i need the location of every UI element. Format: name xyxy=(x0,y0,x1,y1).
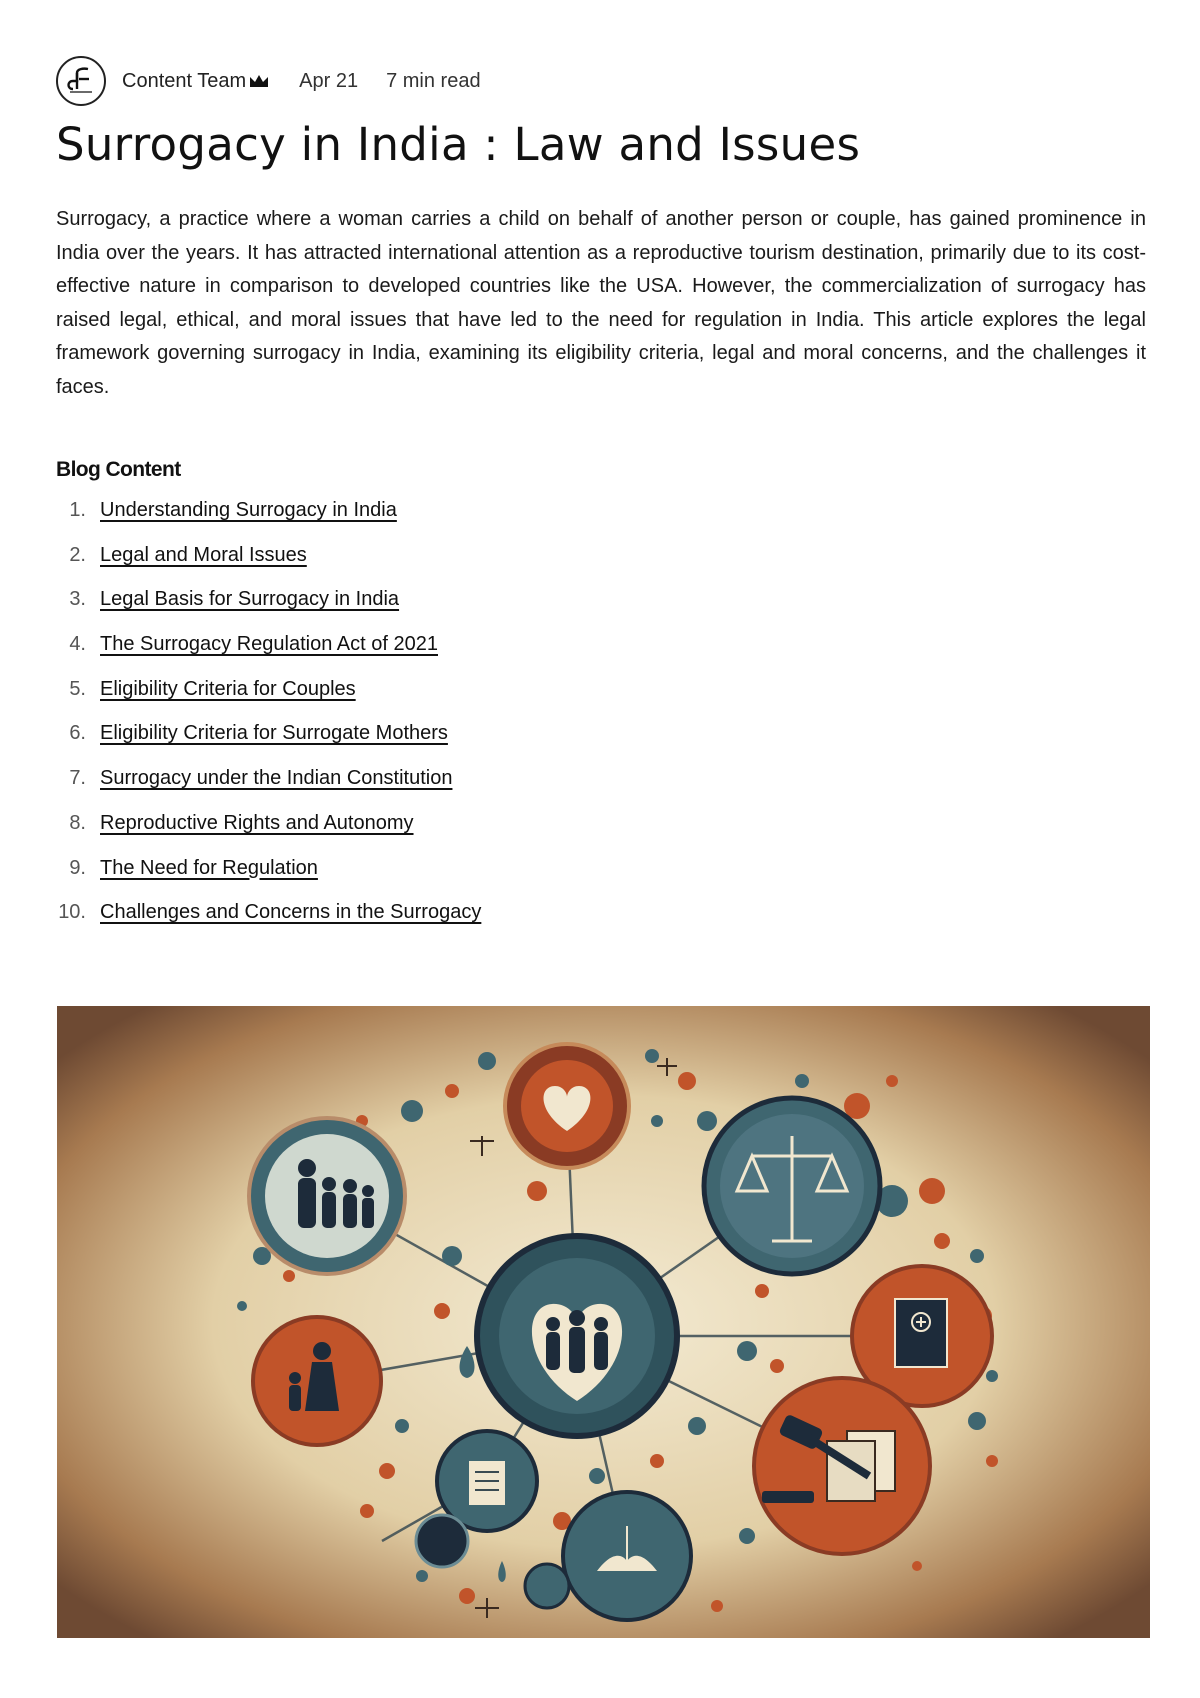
toc-item xyxy=(56,767,481,812)
toc-number: 7. xyxy=(69,767,86,790)
toc-link[interactable]: Legal Basis for Surrogacy in India xyxy=(100,588,400,611)
post-date: Apr 21 xyxy=(299,69,359,92)
toc-link[interactable]: Challenges and Concerns in the Surrogacy xyxy=(100,901,482,924)
toc-item xyxy=(56,901,481,946)
read-time: 7 min read xyxy=(386,69,481,92)
toc-item xyxy=(56,633,481,678)
toc-number: 6. xyxy=(69,722,86,745)
toc-link[interactable]: Legal and Moral Issues xyxy=(100,543,307,566)
df-logo-icon xyxy=(61,61,101,101)
toc-link[interactable]: Understanding Surrogacy in India xyxy=(100,499,397,521)
table-of-contents xyxy=(56,499,481,946)
toc-number: 5. xyxy=(69,677,86,700)
toc-item xyxy=(56,812,481,857)
toc-number: 3. xyxy=(69,588,86,611)
toc-link[interactable]: The Surrogacy Regulation Act of 2021 xyxy=(100,633,438,656)
crown-icon xyxy=(249,74,269,88)
toc-heading: Blog Content xyxy=(56,458,181,481)
toc-link[interactable]: Eligibility Criteria for Couples xyxy=(100,677,356,700)
article-intro: Surrogacy, a practice where a woman carries a child on behalf of another person or couple, has gained prominence in India over the years. It has attracted international attention as a reproductive tourism destination, primarily due to its cost-effective nature in comparison to developed countries like the USA. However, the commercialization of surrogacy has raised legal, ethical, and moral issues that have led to the need for regulation in India. This article explores the legal framework governing surrogacy in India, examining its eligibility criteria, legal and moral concerns, and the challenges it faces. xyxy=(56,208,1146,398)
toc-item xyxy=(56,722,481,767)
toc-link[interactable]: Surrogacy under the Indian Constitution xyxy=(100,767,453,790)
toc-link[interactable]: The Need for Regulation xyxy=(100,856,318,879)
toc-item xyxy=(56,857,481,902)
toc-item xyxy=(56,678,481,723)
toc-link[interactable]: Reproductive Rights and Autonomy xyxy=(100,811,414,834)
surrogacy-network-illustration xyxy=(57,1006,1150,1638)
toc-number: 10. xyxy=(58,901,86,924)
author-avatar[interactable] xyxy=(56,56,106,106)
author-meta-row xyxy=(56,55,481,107)
author-name[interactable]: Content Team xyxy=(122,69,247,92)
toc-number: 9. xyxy=(69,856,86,879)
toc-number: 8. xyxy=(69,811,86,834)
hero-illustration xyxy=(57,1006,1150,1638)
toc-item xyxy=(56,499,481,544)
toc-number: 1. xyxy=(69,499,86,521)
toc-item xyxy=(56,588,481,633)
toc-number: 4. xyxy=(69,633,86,656)
toc-link[interactable]: Eligibility Criteria for Surrogate Mothers xyxy=(100,722,448,745)
toc-number: 2. xyxy=(69,543,86,566)
toc-item xyxy=(56,544,481,589)
article-title: Surrogacy in India : Law and Issues xyxy=(56,118,861,171)
